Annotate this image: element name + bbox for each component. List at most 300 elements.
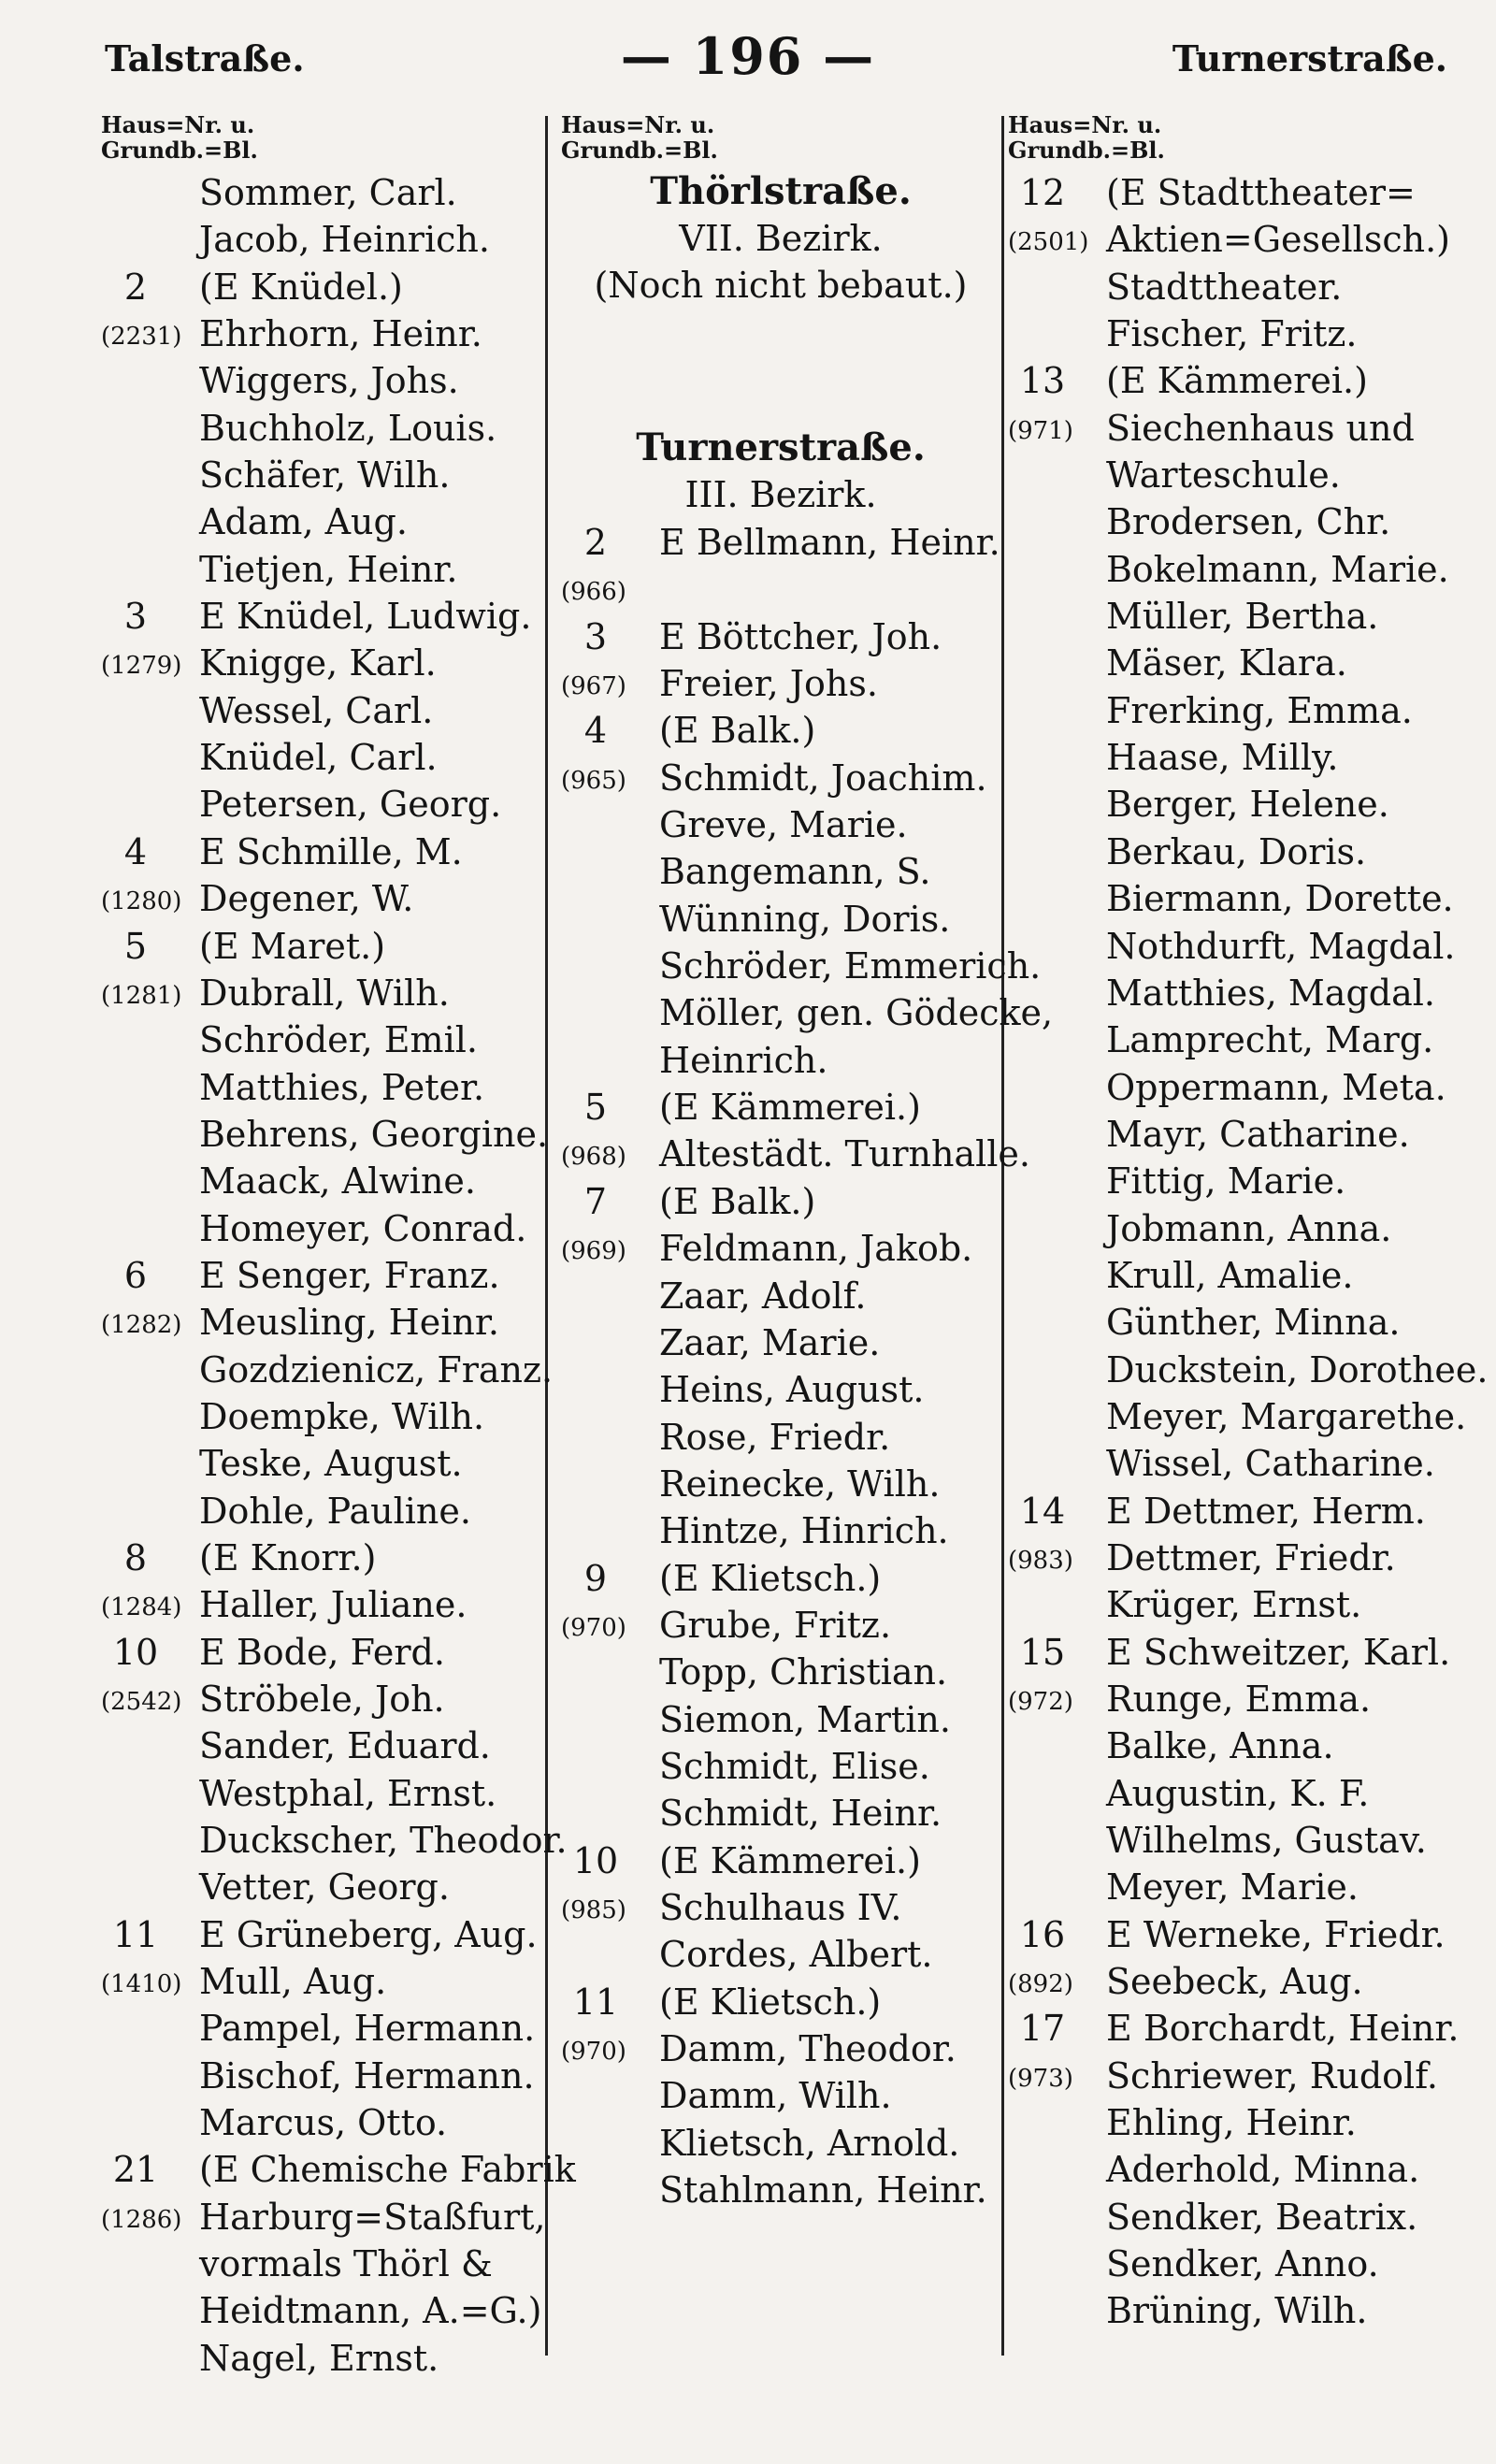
list-item	[1008, 1675, 1475, 1722]
list-item	[1008, 874, 1475, 921]
list-item	[561, 1130, 1030, 1176]
resident-entry: Vetter, Georg.	[199, 1866, 450, 1909]
resident-entry: E Werneke, Friedr.	[1106, 1913, 1446, 1955]
list-item	[1008, 2098, 1475, 2145]
list-item	[1008, 780, 1475, 827]
resident-entry: Adam, Aug.	[199, 501, 408, 543]
house-number: 8	[123, 1536, 148, 1578]
house-number: 6	[123, 1254, 148, 1296]
list-item	[1008, 1346, 1489, 1392]
list-item	[561, 1318, 1000, 1365]
column-header-line1: Haus=Nr. u.	[561, 111, 715, 138]
house-number: 21	[112, 2149, 159, 2191]
list-item	[561, 1930, 1000, 1977]
list-item	[561, 1460, 1000, 1506]
grundbuch-number: (983)	[1008, 1546, 1073, 1575]
list-item	[101, 733, 550, 780]
resident-entry: Schmidt, Elise.	[659, 1745, 930, 1787]
resident-entry: Cordes, Albert.	[659, 1934, 933, 1976]
resident-entry: (E Klietsch.)	[659, 1981, 882, 2023]
resident-entry: Knüdel, Carl.	[199, 737, 438, 779]
list-item	[1008, 451, 1475, 497]
list-item	[561, 1978, 1000, 2025]
list-item	[1008, 1628, 1475, 1675]
house-number: 7	[583, 1180, 608, 1222]
house-number: 4	[123, 830, 148, 872]
resident-entry: Zaar, Adolf.	[659, 1275, 867, 1317]
list-item	[561, 518, 1000, 565]
list-item	[561, 1365, 1000, 1412]
column-header	[1008, 112, 1475, 163]
list-item	[561, 1083, 1000, 1130]
list-item	[561, 800, 1000, 847]
list-item	[101, 1204, 550, 1251]
resident-entry: Haase, Milly.	[1106, 737, 1339, 779]
resident-entry: Buchholz, Louis.	[199, 407, 497, 449]
resident-entry: Westphal, Ernst.	[199, 1772, 497, 1814]
column-header	[561, 112, 1000, 163]
house-number: 17	[1019, 2008, 1066, 2050]
column-3	[1008, 111, 1489, 2450]
resident-entry: Greve, Marie.	[659, 804, 908, 846]
list-item	[561, 1036, 1000, 1083]
list-item	[101, 1534, 550, 1580]
list-item	[561, 1272, 1000, 1318]
resident-entry: Matthies, Peter.	[199, 1066, 485, 1108]
resident-entry: Degener, W.	[199, 878, 414, 920]
resident-entry: E Schweitzer, Karl.	[1106, 1631, 1451, 1673]
resident-entry: Oppermann, Meta.	[1106, 1066, 1446, 1108]
list-item	[101, 969, 550, 1016]
header-left-street: Talstraße.	[105, 37, 305, 79]
resident-entry: Sommer, Carl.	[199, 172, 457, 213]
list-item	[101, 828, 550, 874]
list-item	[561, 1506, 1000, 1553]
list-item	[1008, 1816, 1475, 1863]
resident-entry: Bischof, Hermann.	[199, 2054, 535, 2097]
resident-entry: Dettmer, Friedr.	[1106, 1536, 1396, 1578]
grundbuch-number: (1410)	[101, 1970, 182, 1999]
resident-entry: Schulhaus IV.	[659, 1886, 902, 1928]
resident-entry: Biermann, Dorette.	[1106, 878, 1454, 920]
list-item	[1008, 1063, 1475, 1110]
resident-entry: Topp, Christian.	[659, 1651, 948, 1693]
house-number: 9	[583, 1557, 608, 1599]
resident-entry: Petersen, Georg.	[199, 784, 502, 826]
list-item	[101, 168, 550, 215]
resident-entry: vormals Thörl &	[199, 2243, 493, 2285]
list-item	[101, 497, 550, 544]
resident-entry: (E Kämmerei.)	[1106, 360, 1368, 402]
resident-entry: (E Kämmerei.)	[659, 1087, 921, 1129]
resident-entry: Dubrall, Wilh.	[199, 972, 450, 1014]
resident-entry: (E Chemische Fabrik	[199, 2149, 576, 2191]
list-item	[561, 1742, 1000, 1789]
resident-entry: Mull, Aug.	[199, 1961, 387, 2003]
resident-entry: E Bode, Ferd.	[199, 1631, 445, 1673]
street-title-thoerlstrasse: Thörlstraße.	[650, 169, 912, 213]
list-item	[1008, 639, 1475, 685]
resident-entry: (E Kämmerei.)	[659, 1839, 921, 1881]
house-number: 16	[1019, 1913, 1066, 1955]
list-item	[561, 2166, 1000, 2212]
resident-entry: Ehling, Heinr.	[1106, 2102, 1357, 2144]
resident-entry: Zaar, Marie.	[659, 1321, 881, 1363]
resident-entry: Nothdurft, Magdal.	[1106, 925, 1456, 967]
resident-entry: Knigge, Karl.	[199, 642, 437, 684]
street-note: (Noch nicht bebaut.)	[594, 265, 968, 306]
resident-entry: Schröder, Emil.	[199, 1019, 478, 1061]
resident-entry: Ehrhorn, Heinr.	[199, 313, 482, 355]
list-item	[101, 592, 550, 639]
list-item	[1008, 1204, 1475, 1251]
list-item	[101, 356, 550, 403]
list-item	[101, 2286, 550, 2333]
list-item	[561, 847, 1000, 894]
resident-entry: Mayr, Catharine.	[1106, 1113, 1410, 1155]
grundbuch-number: (1282)	[101, 1311, 182, 1340]
list-item	[101, 874, 550, 921]
resident-entry: Dohle, Pauline.	[199, 1490, 471, 1532]
list-item	[1008, 686, 1475, 733]
list-item	[1008, 1251, 1475, 1298]
list-item	[101, 2098, 550, 2145]
resident-entry: Bokelmann, Marie.	[1106, 548, 1449, 590]
resident-entry: Meyer, Margarethe.	[1106, 1395, 1467, 1437]
resident-entry: Tietjen, Heinr.	[199, 548, 458, 590]
house-number: 4	[583, 710, 608, 752]
resident-entry: Heins, August.	[659, 1369, 925, 1411]
resident-entry: Duckscher, Theodor.	[199, 1820, 568, 1862]
list-item	[1008, 1298, 1475, 1345]
list-item	[561, 612, 1000, 659]
resident-entry: Stadttheater.	[1106, 266, 1343, 308]
grundbuch-number: (1286)	[101, 2205, 182, 2234]
house-number: 15	[1019, 1631, 1066, 1673]
list-item	[101, 2193, 550, 2240]
resident-entry: Haller, Juliane.	[199, 1584, 468, 1626]
resident-entry: Siemon, Martin.	[659, 1698, 951, 1740]
resident-entry: E Knüdel, Ludwig.	[199, 596, 532, 638]
column-header-line1: Haus=Nr. u.	[101, 111, 255, 138]
resident-entry: E Bellmann, Heinr.	[659, 522, 1000, 563]
resident-entry: Heidtmann, A.=G.)	[199, 2290, 542, 2332]
list-item	[561, 659, 1000, 706]
list-item	[101, 1016, 550, 1062]
resident-entry: Sander, Eduard.	[199, 1725, 491, 1767]
list-item	[101, 2240, 550, 2286]
resident-entry: Möller, gen. Gödecke,	[659, 992, 1054, 1034]
page-number: — 196 —	[620, 26, 876, 86]
resident-entry: Grube, Fritz.	[659, 1604, 892, 1646]
list-item	[101, 1439, 550, 1486]
resident-entry: Fischer, Fritz.	[1106, 313, 1358, 355]
list-item	[561, 2071, 1000, 2118]
resident-entry: Damm, Theodor.	[659, 2028, 957, 2069]
list-item	[101, 780, 550, 827]
house-number: 11	[112, 1913, 159, 1955]
resident-entry: E Böttcher, Joh.	[659, 615, 942, 657]
resident-entry: Wiggers, Johs.	[199, 360, 459, 402]
resident-entry: Reinecke, Wilh.	[659, 1463, 941, 1505]
list-item	[1008, 592, 1475, 639]
resident-entry: Müller, Bertha.	[1106, 596, 1379, 638]
resident-entry: Schmidt, Heinr.	[659, 1793, 942, 1835]
page-header	[0, 17, 1496, 92]
list-item	[101, 922, 550, 969]
list-item	[1008, 404, 1475, 451]
list-item	[561, 1554, 1000, 1601]
column-header-line1: Haus=Nr. u.	[1008, 111, 1162, 138]
grundbuch-number: (1284)	[101, 1593, 182, 1622]
house-number: 5	[583, 1087, 608, 1129]
list-item	[1008, 1110, 1475, 1157]
resident-entry: Mäser, Klara.	[1106, 642, 1347, 684]
list-item	[101, 310, 550, 356]
list-item	[1008, 2286, 1475, 2333]
list-item	[561, 1837, 1000, 1883]
list-item	[101, 686, 550, 733]
column-divider	[1001, 116, 1004, 2356]
list-item	[1008, 1580, 1475, 1627]
list-item	[561, 1648, 1000, 1694]
resident-entry: (E Klietsch.)	[659, 1557, 882, 1599]
resident-entry: Heinrich.	[659, 1039, 828, 1081]
grundbuch-number: (1281)	[101, 981, 182, 1010]
resident-entry: Jacob, Heinrich.	[199, 219, 490, 261]
header-right-street: Turnerstraße.	[1172, 37, 1447, 79]
grundbuch-number: (972)	[1008, 1688, 1073, 1716]
list-item	[101, 1722, 550, 1768]
resident-entry: (E Balk.)	[659, 710, 816, 752]
list-item	[1008, 356, 1475, 403]
resident-entry: Rose, Friedr.	[659, 1416, 891, 1458]
list-item	[101, 263, 550, 310]
list-item	[101, 1628, 550, 1675]
list-item	[561, 988, 1054, 1035]
grundbuch-number: (892)	[1008, 1970, 1073, 1999]
resident-entry: Gozdzienicz, Franz.	[199, 1348, 554, 1391]
grundbuch-number: (970)	[561, 1613, 626, 1642]
resident-entry: (E Maret.)	[199, 925, 386, 967]
grundbuch-number: (1279)	[101, 652, 182, 681]
list-item	[1008, 2193, 1475, 2240]
resident-entry: Brodersen, Chr.	[1106, 501, 1391, 543]
resident-entry: Günther, Minna.	[1106, 1302, 1401, 1344]
resident-entry: Krull, Amalie.	[1106, 1254, 1354, 1296]
list-item	[1008, 263, 1475, 310]
list-item	[1008, 1910, 1475, 1957]
list-item	[561, 2025, 1000, 2071]
resident-entry: (E Balk.)	[659, 1180, 816, 1222]
list-item	[101, 1487, 550, 1534]
list-item	[101, 1110, 550, 1157]
column-header-line2: Grundb.=Bl.	[1008, 137, 1165, 164]
grundbuch-number: (1280)	[101, 887, 182, 916]
resident-entry: Maack, Alwine.	[199, 1160, 477, 1203]
list-item	[1008, 2052, 1475, 2098]
resident-entry: Klietsch, Arnold.	[659, 2122, 960, 2164]
list-item	[101, 1816, 568, 1863]
house-number: 13	[1019, 360, 1066, 402]
list-item	[101, 2145, 576, 2192]
list-item	[561, 565, 1000, 612]
resident-entry: Wünning, Doris.	[659, 898, 951, 940]
list-item	[101, 2052, 550, 2098]
list-item	[1008, 1769, 1475, 1816]
resident-entry: Aktien=Gesellsch.)	[1106, 219, 1450, 261]
resident-entry: Jobmann, Anna.	[1106, 1207, 1392, 1249]
resident-entry: E Schmille, M.	[199, 830, 463, 872]
resident-entry: Nagel, Ernst.	[199, 2337, 439, 2379]
resident-entry: Lamprecht, Marg.	[1106, 1019, 1434, 1061]
list-item	[1008, 2145, 1475, 2192]
section-gap	[561, 309, 1000, 421]
resident-entry: Pampel, Hermann.	[199, 2008, 536, 2050]
list-item	[561, 2119, 1000, 2166]
list-item	[1008, 215, 1475, 262]
resident-entry: Schmidt, Joachim.	[659, 756, 987, 799]
list-item	[101, 1769, 550, 1816]
resident-entry: Berger, Helene.	[1106, 784, 1389, 826]
resident-entry: Homeyer, Conrad.	[199, 1207, 527, 1249]
resident-entry: Wilhelms, Gustav.	[1106, 1820, 1427, 1862]
house-number: 5	[123, 925, 148, 967]
list-item	[1008, 1487, 1475, 1534]
house-number: 3	[123, 596, 148, 638]
resident-entry: Sendker, Beatrix.	[1106, 2196, 1418, 2238]
column-header-line2: Grundb.=Bl.	[561, 137, 718, 164]
list-item	[1008, 168, 1475, 215]
grundbuch-number: (973)	[1008, 2064, 1073, 2093]
list-item	[101, 1863, 550, 1909]
house-number: 10	[112, 1631, 159, 1673]
resident-entry: E Borchardt, Heinr.	[1106, 2008, 1460, 2050]
list-item	[101, 1298, 550, 1345]
resident-entry: Duckstein, Dorothee.	[1106, 1348, 1489, 1391]
resident-entry: E Senger, Franz.	[199, 1254, 500, 1296]
house-number: 2	[123, 266, 148, 308]
grundbuch-number: (966)	[561, 578, 626, 607]
list-item	[101, 2334, 550, 2381]
resident-entry: Bangemann, S.	[659, 851, 931, 893]
list-item	[1008, 1863, 1475, 1909]
house-number: 10	[572, 1839, 619, 1881]
list-item	[1008, 733, 1475, 780]
list-item	[101, 545, 550, 592]
list-item	[561, 1601, 1000, 1648]
resident-entry: Stahlmann, Heinr.	[659, 2169, 987, 2212]
grundbuch-number: (965)	[561, 766, 626, 795]
resident-entry: Siechenhaus und	[1106, 407, 1415, 449]
list-item	[101, 1392, 550, 1439]
list-item	[101, 404, 550, 451]
resident-entry: Teske, August.	[199, 1443, 463, 1485]
list-item	[1008, 922, 1475, 969]
list-item	[1008, 2240, 1475, 2286]
resident-entry: Altestädt. Turnhalle.	[659, 1133, 1030, 1175]
resident-entry: Brüning, Wilh.	[1106, 2290, 1368, 2332]
resident-entry: (E Stadttheater=	[1106, 172, 1416, 213]
resident-entry: Behrens, Georgine.	[199, 1113, 549, 1155]
list-item	[1008, 1722, 1475, 1768]
list-item	[101, 2004, 550, 2051]
list-item	[561, 1883, 1000, 1930]
district-label: III. Bezirk.	[684, 474, 877, 515]
entry-list	[101, 168, 576, 2381]
resident-entry: (E Knorr.)	[199, 1536, 377, 1578]
grundbuch-number: (2501)	[1008, 228, 1089, 257]
house-number: 2	[583, 522, 608, 563]
list-item	[101, 1346, 554, 1392]
column-header	[101, 112, 550, 163]
list-item	[1008, 828, 1475, 874]
list-item	[1008, 1439, 1475, 1486]
list-item	[561, 706, 1000, 753]
list-item	[101, 1910, 550, 1957]
list-item	[101, 1580, 550, 1627]
grundbuch-number: (2542)	[101, 1688, 182, 1716]
list-item	[561, 754, 1000, 800]
resident-entry: Augustin, K. F.	[1106, 1772, 1370, 1814]
resident-entry: Sendker, Anno.	[1106, 2243, 1379, 2285]
list-item	[1008, 969, 1475, 1016]
resident-entry: Freier, Johs.	[659, 663, 878, 705]
resident-entry: Balke, Anna.	[1106, 1725, 1334, 1767]
grundbuch-number: (968)	[561, 1143, 626, 1172]
list-item	[101, 1675, 550, 1722]
resident-entry: (E Knüdel.)	[199, 266, 403, 308]
list-item	[1008, 2004, 1475, 2051]
house-number: 3	[583, 615, 608, 657]
grundbuch-number: (967)	[561, 672, 626, 701]
grundbuch-number: (969)	[561, 1237, 626, 1266]
list-item	[1008, 1534, 1475, 1580]
resident-entry: Meyer, Marie.	[1106, 1866, 1359, 1909]
list-item	[1008, 497, 1475, 544]
grundbuch-number: (2231)	[101, 323, 182, 352]
resident-entry: Aderhold, Minna.	[1106, 2149, 1420, 2191]
resident-entry: Schröder, Emmerich.	[659, 945, 1042, 987]
resident-entry: Marcus, Otto.	[199, 2102, 448, 2144]
list-item	[101, 639, 550, 685]
list-item	[1008, 1157, 1475, 1203]
list-item	[101, 451, 550, 497]
resident-entry: Seebeck, Aug.	[1106, 1961, 1363, 2003]
resident-entry: Fittig, Marie.	[1106, 1160, 1346, 1203]
resident-entry: E Grüneberg, Aug.	[199, 1913, 538, 1955]
resident-entry: Schriewer, Rudolf.	[1106, 2054, 1438, 2097]
grundbuch-number: (985)	[561, 1895, 626, 1924]
list-item	[1008, 1392, 1475, 1439]
grundbuch-number: (971)	[1008, 416, 1073, 445]
list-item	[561, 1413, 1000, 1460]
house-number: 12	[1019, 172, 1066, 213]
house-number: 14	[1019, 1490, 1066, 1532]
resident-entry: Damm, Wilh.	[659, 2075, 892, 2117]
grundbuch-number: (970)	[561, 2038, 626, 2066]
list-item	[101, 1251, 550, 1298]
resident-entry: Meusling, Heinr.	[199, 1302, 499, 1344]
resident-entry: Schäfer, Wilh.	[199, 454, 451, 497]
house-number: 11	[572, 1981, 619, 2023]
street-title-turnerstrasse: Turnerstraße.	[636, 425, 926, 469]
resident-entry: Warteschule.	[1106, 454, 1341, 497]
resident-entry: Berkau, Doris.	[1106, 830, 1367, 872]
resident-entry: Doempke, Wilh.	[199, 1395, 485, 1437]
list-item	[101, 1063, 550, 1110]
resident-entry: Krüger, Ernst.	[1106, 1584, 1362, 1626]
